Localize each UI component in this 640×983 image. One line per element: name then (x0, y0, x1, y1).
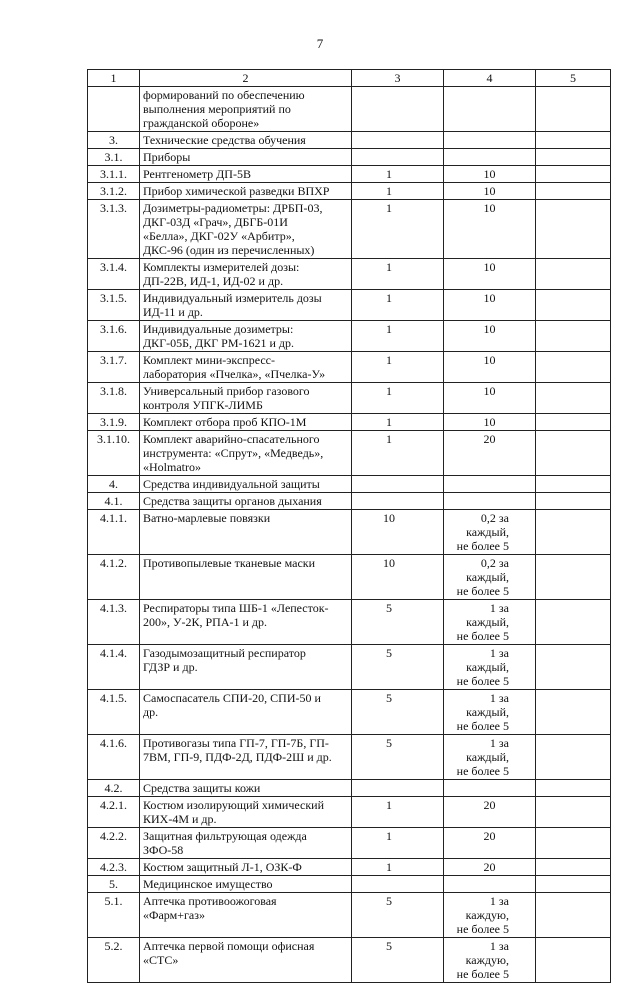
row-number-cell: 4. (88, 476, 140, 493)
table-row (88, 149, 611, 166)
note-cell (536, 431, 611, 476)
note-cell (536, 321, 611, 352)
note-cell (536, 600, 611, 645)
quantity-cell (352, 149, 444, 166)
quantity-cell: 1 (352, 183, 444, 200)
norm-cell: 10 (444, 166, 536, 183)
norm-cell: 10 (444, 321, 536, 352)
norm-cell (444, 476, 536, 493)
row-number-cell: 5. (88, 876, 140, 893)
item-name-cell: Костюм защитный Л-1, ОЗК-Ф (140, 859, 352, 876)
row-number-cell: 4.2.3. (88, 859, 140, 876)
row-number-cell: 3.1.5. (88, 290, 140, 321)
quantity-cell: 5 (352, 893, 444, 938)
row-number-cell: 4.1.5. (88, 690, 140, 735)
row-number-cell: 4.1.6. (88, 735, 140, 780)
row-number-cell: 4.2.2. (88, 828, 140, 859)
table-row (88, 414, 611, 431)
norm-cell: 1 за каждый, не более 5 (444, 735, 536, 780)
norm-cell: 10 (444, 200, 536, 259)
norm-cell: 1 за каждую, не более 5 (444, 938, 536, 983)
table-row (88, 87, 611, 132)
table-row (88, 893, 611, 938)
table-row (88, 797, 611, 828)
table-header-row (88, 70, 611, 87)
note-cell (536, 476, 611, 493)
table-row (88, 200, 611, 259)
norm-cell (444, 87, 536, 132)
table-row (88, 383, 611, 414)
note-cell (536, 876, 611, 893)
item-name-cell: Рентгенометр ДП-5В (140, 166, 352, 183)
header-col-5: 5 (536, 70, 611, 87)
quantity-cell: 1 (352, 414, 444, 431)
norm-cell: 20 (444, 431, 536, 476)
row-number-cell: 3.1.10. (88, 431, 140, 476)
item-name-cell: Дозиметры-радиометры: ДРБП-03, ДКГ-03Д «Грач», ДБГБ-01И «Белла», ДКГ-02У «Арбитр», ДКС-96 (один из перечисленных) (140, 200, 352, 259)
quantity-cell (352, 493, 444, 510)
norm-cell: 20 (444, 859, 536, 876)
row-number-cell: 3.1.2. (88, 183, 140, 200)
row-number-cell: 4.1. (88, 493, 140, 510)
row-number-cell: 3.1.6. (88, 321, 140, 352)
note-cell (536, 645, 611, 690)
row-number-cell: 3.1.3. (88, 200, 140, 259)
table-row (88, 132, 611, 149)
row-number-cell: 3.1. (88, 149, 140, 166)
header-col-3: 3 (352, 70, 444, 87)
row-number-cell: 4.1.1. (88, 510, 140, 555)
row-number-cell: 3.1.1. (88, 166, 140, 183)
row-number-cell: 3.1.9. (88, 414, 140, 431)
quantity-cell (352, 87, 444, 132)
norm-cell (444, 876, 536, 893)
row-number-cell: 3.1.4. (88, 259, 140, 290)
row-number-cell: 3. (88, 132, 140, 149)
norm-cell: 10 (444, 383, 536, 414)
quantity-cell: 1 (352, 797, 444, 828)
quantity-cell: 1 (352, 352, 444, 383)
row-number-cell: 5.2. (88, 938, 140, 983)
row-number-cell: 4.2. (88, 780, 140, 797)
note-cell (536, 859, 611, 876)
header-col-4: 4 (444, 70, 536, 87)
quantity-cell: 1 (352, 166, 444, 183)
note-cell (536, 259, 611, 290)
quantity-cell: 1 (352, 321, 444, 352)
item-name-cell: Средства индивидуальной защиты (140, 476, 352, 493)
quantity-cell: 5 (352, 938, 444, 983)
quantity-cell (352, 132, 444, 149)
note-cell (536, 493, 611, 510)
norm-cell: 20 (444, 828, 536, 859)
note-cell (536, 414, 611, 431)
table-row (88, 876, 611, 893)
table-row (88, 828, 611, 859)
quantity-cell: 10 (352, 555, 444, 600)
row-number-cell: 3.1.7. (88, 352, 140, 383)
page-number: 7 (316, 36, 324, 51)
norm-cell: 10 (444, 290, 536, 321)
item-name-cell: Универсальный прибор газового контроля УПГК-ЛИМБ (140, 383, 352, 414)
row-number-cell: 4.1.4. (88, 645, 140, 690)
note-cell (536, 183, 611, 200)
note-cell (536, 200, 611, 259)
quantity-cell: 1 (352, 828, 444, 859)
item-name-cell: Костюм изолирующий химический КИХ-4М и др. (140, 797, 352, 828)
table-row (88, 476, 611, 493)
equipment-table (87, 69, 611, 983)
table-body (88, 87, 611, 983)
item-name-cell: Комплект отбора проб КПО-1М (140, 414, 352, 431)
table-row (88, 600, 611, 645)
norm-cell: 10 (444, 352, 536, 383)
item-name-cell: Аптечка противоожоговая «Фарм+газ» (140, 893, 352, 938)
item-name-cell: Аптечка первой помощи офисная «СТС» (140, 938, 352, 983)
quantity-cell: 1 (352, 200, 444, 259)
note-cell (536, 290, 611, 321)
quantity-cell: 1 (352, 259, 444, 290)
row-number-cell: 3.1.8. (88, 383, 140, 414)
note-cell (536, 828, 611, 859)
norm-cell: 1 за каждый, не более 5 (444, 645, 536, 690)
table-row (88, 183, 611, 200)
row-number-cell: 4.1.3. (88, 600, 140, 645)
note-cell (536, 166, 611, 183)
quantity-cell (352, 780, 444, 797)
row-number-cell: 5.1. (88, 893, 140, 938)
item-name-cell: Газодымозащитный респиратор ГДЗР и др. (140, 645, 352, 690)
header-col-2: 2 (140, 70, 352, 87)
item-name-cell: Самоспасатель СПИ-20, СПИ-50 и др. (140, 690, 352, 735)
item-name-cell: Респираторы типа ШБ-1 «Лепесток- 200», У-2К, РПА-1 и др. (140, 600, 352, 645)
table-row (88, 352, 611, 383)
item-name-cell: Средства защиты кожи (140, 780, 352, 797)
item-name-cell: Индивидуальные дозиметры: ДКГ-05Б, ДКГ РМ-1621 и др. (140, 321, 352, 352)
row-number-cell: 4.1.2. (88, 555, 140, 600)
table-row (88, 290, 611, 321)
table-row (88, 431, 611, 476)
table-row (88, 690, 611, 735)
item-name-cell: Защитная фильтрующая одежда ЗФО-58 (140, 828, 352, 859)
item-name-cell: Технические средства обучения (140, 132, 352, 149)
note-cell (536, 690, 611, 735)
norm-cell (444, 780, 536, 797)
note-cell (536, 383, 611, 414)
item-name-cell: Медицинское имущество (140, 876, 352, 893)
row-number-cell (88, 87, 140, 132)
quantity-cell (352, 476, 444, 493)
item-name-cell: формирований по обеспечению выполнения мероприятий по гражданской обороне» (140, 87, 352, 132)
note-cell (536, 555, 611, 600)
note-cell (536, 510, 611, 555)
item-name-cell: Комплекты измерителей дозы: ДП-22В, ИД-1, ИД-02 и др. (140, 259, 352, 290)
note-cell (536, 735, 611, 780)
item-name-cell: Комплект аварийно-спасательного инструмента: «Спрут», «Медведь», «Holmatro» (140, 431, 352, 476)
item-name-cell: Индивидуальный измеритель дозы ИД-11 и др. (140, 290, 352, 321)
row-number-cell: 4.2.1. (88, 797, 140, 828)
norm-cell (444, 132, 536, 149)
norm-cell: 10 (444, 414, 536, 431)
table-row (88, 735, 611, 780)
note-cell (536, 893, 611, 938)
table-row (88, 259, 611, 290)
quantity-cell: 5 (352, 690, 444, 735)
note-cell (536, 797, 611, 828)
norm-cell: 10 (444, 183, 536, 200)
table-row (88, 321, 611, 352)
quantity-cell: 1 (352, 383, 444, 414)
table-row (88, 859, 611, 876)
note-cell (536, 149, 611, 166)
item-name-cell: Средства защиты органов дыхания (140, 493, 352, 510)
norm-cell: 1 за каждую, не более 5 (444, 893, 536, 938)
quantity-cell: 1 (352, 290, 444, 321)
header-col-1: 1 (88, 70, 140, 87)
item-name-cell: Ватно-марлевые повязки (140, 510, 352, 555)
quantity-cell: 10 (352, 510, 444, 555)
item-name-cell: Прибор химической разведки ВПХР (140, 183, 352, 200)
note-cell (536, 132, 611, 149)
quantity-cell: 1 (352, 431, 444, 476)
table-row (88, 510, 611, 555)
note-cell (536, 780, 611, 797)
norm-cell (444, 493, 536, 510)
item-name-cell: Приборы (140, 149, 352, 166)
table-row (88, 555, 611, 600)
norm-cell (444, 149, 536, 166)
note-cell (536, 87, 611, 132)
table-row (88, 166, 611, 183)
note-cell (536, 938, 611, 983)
quantity-cell: 5 (352, 645, 444, 690)
quantity-cell: 1 (352, 859, 444, 876)
item-name-cell: Комплект мини-экспресс- лаборатория «Пчелка», «Пчелка-У» (140, 352, 352, 383)
item-name-cell: Противогазы типа ГП-7, ГП-7Б, ГП- 7ВМ, ГП-9, ПДФ-2Д, ПДФ-2Ш и др. (140, 735, 352, 780)
table-row (88, 645, 611, 690)
item-name-cell: Противопылевые тканевые маски (140, 555, 352, 600)
norm-cell: 1 за каждый, не более 5 (444, 600, 536, 645)
quantity-cell: 5 (352, 735, 444, 780)
table-row (88, 493, 611, 510)
norm-cell: 0,2 за каждый, не более 5 (444, 555, 536, 600)
table-row (88, 780, 611, 797)
quantity-cell (352, 876, 444, 893)
norm-cell: 1 за каждый, не более 5 (444, 690, 536, 735)
quantity-cell: 5 (352, 600, 444, 645)
norm-cell: 10 (444, 259, 536, 290)
norm-cell: 0,2 за каждый, не более 5 (444, 510, 536, 555)
note-cell (536, 352, 611, 383)
norm-cell: 20 (444, 797, 536, 828)
table-row (88, 938, 611, 983)
